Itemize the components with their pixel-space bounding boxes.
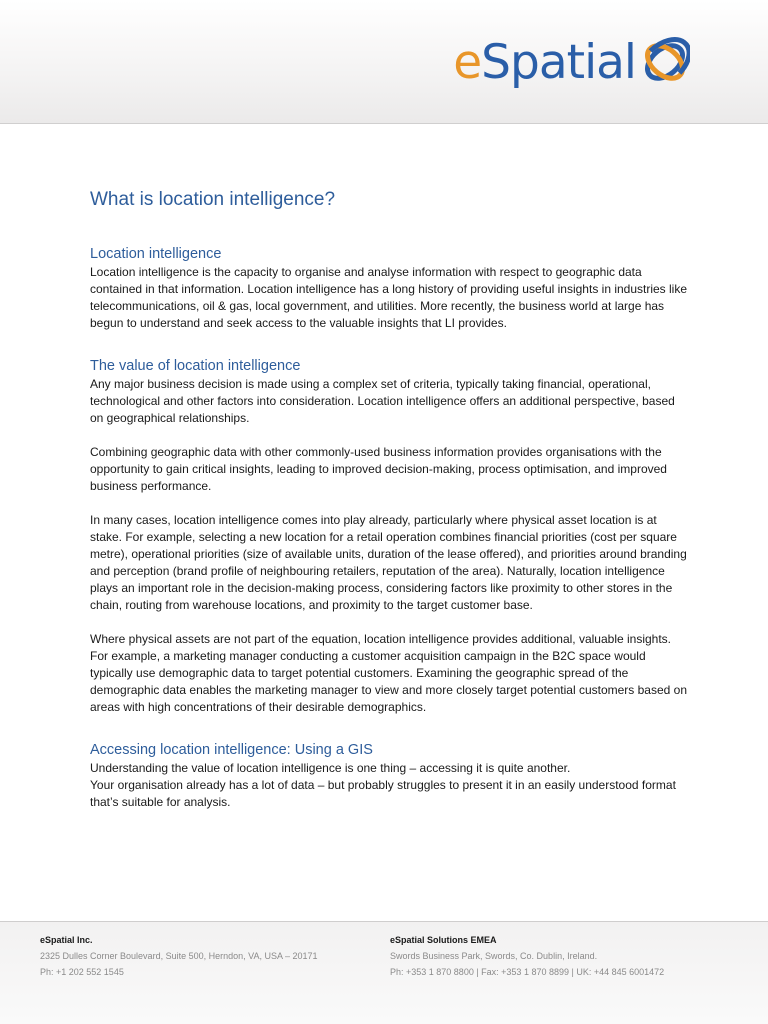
footer-us-office (40, 932, 318, 980)
logo-word-spatial: Spatial (481, 34, 636, 90)
footer-address: Swords Business Park, Swords, Co. Dublin, Ireland. (390, 951, 598, 961)
paragraph: Location intelligence is the capacity to organise and analyse information with respect to geographic data contained in that information. Location intelligence has a long history of providing useful insights in industries like telecommunications, oil & gas, local government, and utilities. More recently, the business world at large has begun to understand and seek access to the valuable insights that LI provides. (90, 265, 688, 330)
paragraph: Combining geographic data with other commonly-used business information provides organisations with the opportunity to gain critical insights, leading to improved decision-making, process optimisation, and improved business performance. (90, 445, 667, 493)
paragraph: Where physical assets are not part of the equation, location intelligence provides additional, valuable insights. For example, a marketing manager conducting a customer acquisition campaign in the B2C space would typically use demographic data to target potential customers. Examining the geographic spread of the demographic data enables the marketing manager to view and more closely target potential customers based on areas with high concentrations of their desirable demographics. (90, 632, 688, 714)
footer-phone: Ph: +353 1 870 8800 | Fax: +353 1 870 8899 | UK: +44 845 6001472 (390, 967, 665, 977)
paragraph: In many cases, location intelligence comes into play already, particularly where physical asset location is at stake. For example, selecting a new location for a retail operation combines financial priorities (cost per square metre), operational priorities (size of available units, duration of the lease offered), and priorities around branding and perception (brand profile of neighbouring retailers, reputation of the area). Naturally, location intelligence plays an important role in the decision-making process, considering factors like proximity to other stores in the chain, routing from warehouse locations, and proximity to the target customer base. (90, 513, 687, 612)
footer-company-name: eSpatial Inc. (40, 935, 93, 945)
footer-company-name: eSpatial Solutions EMEA (390, 935, 497, 945)
section-heading-location-intelligence: Location intelligence (90, 246, 222, 262)
footer-address: 2325 Dulles Corner Boulevard, Suite 500, Herndon, VA, USA – 20171 (40, 951, 318, 961)
logo-letter-e: e (453, 34, 482, 90)
page-footer (0, 922, 768, 1024)
espatial-logo (453, 30, 690, 94)
footer-phone: Ph: +1 202 552 1545 (40, 967, 124, 977)
document-body (90, 186, 690, 811)
section-heading-accessing: Accessing location intelligence: Using a GIS (90, 742, 373, 758)
section-heading-value: The value of location intelligence (90, 358, 301, 374)
orbit-ring-logo-icon (640, 37, 690, 87)
page-header (0, 0, 768, 124)
page-title: What is location intelligence? (90, 189, 336, 210)
logo-wordmark (453, 34, 636, 90)
paragraph: Your organisation already has a lot of data – but probably struggles to present it in an easily understood format that’s suitable for analysis. (90, 778, 676, 809)
paragraph: Any major business decision is made using a complex set of criteria, typically taking financial, operational, technological and other factors into consideration. Location intelligence offers an additional perspective, based on geographical relationships. (90, 377, 675, 425)
paragraph: Understanding the value of location intelligence is one thing – accessing it is quite another. (90, 761, 571, 775)
footer-emea-office (390, 932, 664, 980)
